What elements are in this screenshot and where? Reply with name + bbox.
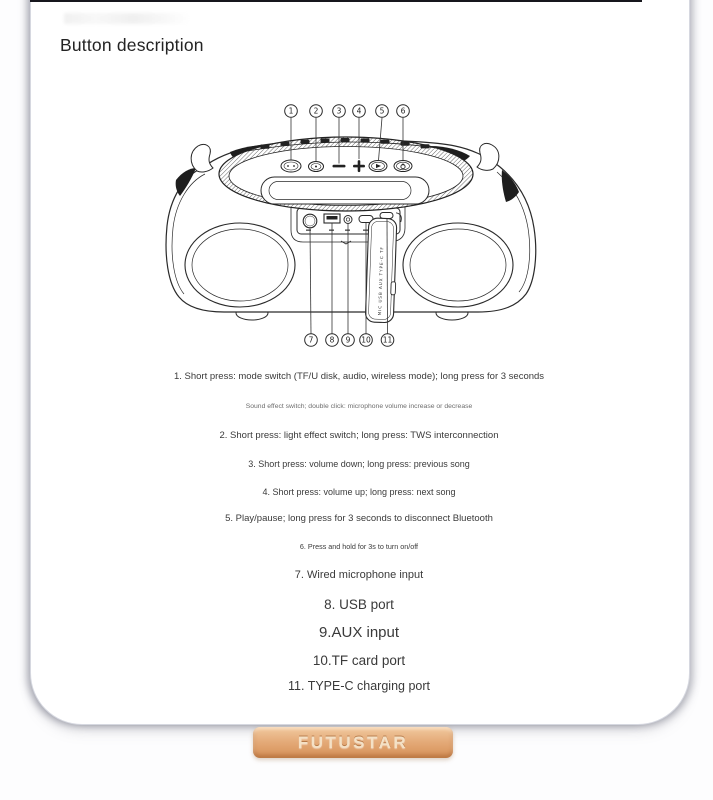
- ghost-text-artifact: [64, 13, 190, 24]
- callout-10: [360, 334, 373, 347]
- volume-down-button: [333, 165, 346, 168]
- svg-text:7: 7: [308, 335, 314, 345]
- svg-text:3: 3: [336, 106, 342, 116]
- description-line-3: 3. Short press: volume down; long press: previous song: [248, 459, 470, 469]
- callout-4: [353, 105, 366, 118]
- aux-port: [344, 216, 352, 224]
- callout-8: [326, 334, 339, 347]
- light-button: [309, 162, 324, 172]
- callout-9: [342, 334, 355, 347]
- watermark-label: FUTUSTAR: [297, 732, 409, 752]
- description-line-8: 8. USB port: [324, 597, 394, 612]
- callout-5: [376, 105, 389, 118]
- display-window: [261, 177, 429, 204]
- callout-3: [333, 105, 346, 118]
- power-button: [394, 161, 412, 172]
- svg-text:6: 6: [400, 106, 406, 116]
- description-line-1: 1. Short press: mode switch (TF/U disk, audio, wireless mode); long press for 3 seconds: [173, 371, 545, 382]
- flap-latch: [391, 282, 396, 295]
- callout-1: [285, 105, 298, 118]
- mode-button: [281, 160, 301, 172]
- control-panel: [219, 137, 473, 211]
- flap-port-labels: MIC USB AUX TYPE-C TF: [377, 246, 385, 316]
- play-pause-button: [369, 161, 387, 172]
- callout-2: [310, 105, 323, 118]
- description-line-1b: Sound effect switch; double click: microphone volume increase or decrease: [245, 403, 473, 410]
- top-callouts: [285, 105, 410, 118]
- description-line-11: 11. TYPE-C charging port: [288, 679, 430, 693]
- boombox-diagram-svg: [160, 100, 560, 355]
- description-line-6: 6. Press and hold for 3s to turn on/off: [299, 542, 419, 551]
- futustar-watermark-badge: [253, 727, 453, 758]
- page-title: Button description: [60, 35, 204, 55]
- callout-6: [397, 105, 410, 118]
- svg-text:11: 11: [382, 335, 393, 345]
- description-line-10: 10.TF card port: [312, 653, 406, 668]
- svg-text:2: 2: [313, 106, 319, 116]
- device-diagram: [160, 100, 560, 355]
- usb-port: [324, 214, 340, 223]
- description-line-4: 4. Short press: volume up; long press: next song: [262, 487, 456, 497]
- svg-text:9: 9: [345, 335, 351, 345]
- description-line-7: 7. Wired microphone input: [294, 569, 424, 581]
- bottom-callouts: [305, 334, 394, 347]
- svg-text:10: 10: [361, 335, 371, 345]
- description-line-9: 9.AUX input: [318, 624, 400, 641]
- svg-text:1: 1: [288, 106, 294, 116]
- type-c-port: [380, 213, 393, 219]
- callout-7: [305, 334, 318, 347]
- description-line-2: 2. Short press: light effect switch; long press: TWS interconnection: [219, 430, 499, 441]
- page-top-edge: [30, 0, 642, 2]
- svg-text:4: 4: [356, 106, 362, 116]
- callout-11: [381, 334, 394, 347]
- svg-text:8: 8: [329, 335, 335, 345]
- svg-text:5: 5: [379, 106, 385, 116]
- description-line-5: 5. Play/pause; long press for 3 seconds to disconnect Bluetooth: [225, 513, 493, 524]
